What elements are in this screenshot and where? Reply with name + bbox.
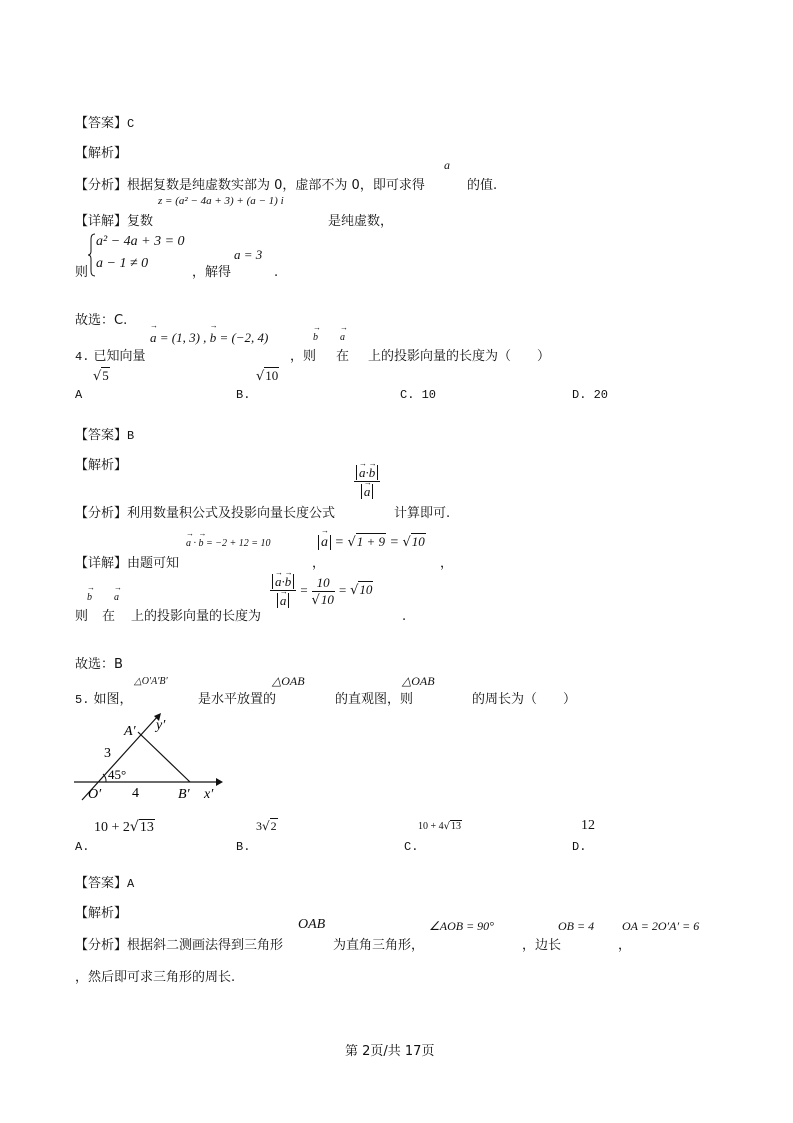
fenxi-tag: 【分析】 xyxy=(75,506,128,521)
q4-stem-mid2: 在 xyxy=(336,349,350,364)
q4-stem-formula: → a = (1, 3) , → b = (−2, 4) xyxy=(150,330,268,346)
q3-jiede-end: . xyxy=(274,265,279,280)
answer-tag: 【答案】 xyxy=(75,876,128,891)
q5-fenxi-line2: ，然后即可求三角形的周长. xyxy=(75,970,236,985)
q3-fenxi-end: 的值. xyxy=(467,178,498,193)
q3-ze-label: 则 xyxy=(75,265,89,280)
q5-option-b-letter: B. xyxy=(236,840,251,854)
q4-line3-a-top: → a xyxy=(114,592,119,603)
xiangjie-text: 复数 xyxy=(127,214,154,229)
answer-tag: 【答案】 xyxy=(75,116,128,131)
q4-fenxi-line xyxy=(75,506,335,522)
label-x-prime: x′ xyxy=(204,787,214,802)
fenxi-text: 根据斜二测画法得到三角形 xyxy=(127,938,284,953)
q3-complex-formula: z = (a² − 4a + 3) + (a − 1) i xyxy=(158,195,284,207)
q4-fenxi-end: 计算即可. xyxy=(394,506,451,521)
q5-stem-mid1: 是水平放置的 xyxy=(198,692,277,707)
answer-value: C xyxy=(127,117,135,131)
q5-option-c-value: 10 + 4√13 xyxy=(418,821,462,832)
q4-option-c: C. 10 xyxy=(400,388,437,402)
q5-stem-line xyxy=(75,692,133,708)
q4-stem-mid1: ，则 xyxy=(290,349,317,364)
q4-option-a-value: √5 xyxy=(93,368,109,384)
q4-line3-b-top: → b xyxy=(87,592,92,603)
xiangjie-text: 由题可知 xyxy=(127,556,180,571)
q5-option-b-value: 3√2 xyxy=(256,819,277,833)
q5-stem-start: 如图， xyxy=(93,692,133,707)
q5-fenxi-mid2: ，边长 xyxy=(522,938,562,953)
q4-stem-end: 上的投影向量的长度为（ ） xyxy=(368,349,551,364)
q4-dot-formula: → a · → b = −2 + 12 = 10 xyxy=(186,538,271,549)
q4-option-a-letter: A xyxy=(75,388,83,402)
q4-stem-b-top: → b xyxy=(313,332,318,343)
q4-comma-2: ， xyxy=(440,556,454,571)
label-b-prime: B′ xyxy=(178,787,190,802)
q5-option-a-value: 10 + 2√13 xyxy=(94,819,154,835)
q4-line3-text: 上的投影向量的长度为 xyxy=(131,609,262,624)
q3-fenxi-line xyxy=(75,178,425,194)
q4-stem-a-top: → a xyxy=(340,332,345,343)
q3-answer-line xyxy=(75,116,134,132)
fenxi-tag: 【分析】 xyxy=(75,938,128,953)
q5-stem-end: 的周长为（ ） xyxy=(472,692,577,707)
q5-option-d-letter: D. xyxy=(572,840,587,854)
x-axis-arrow xyxy=(216,778,223,786)
answer-tag: 【答案】 xyxy=(75,428,128,443)
q3-solution: a = 3 xyxy=(234,247,263,262)
q5-answer-line xyxy=(75,876,134,892)
q5-fenxi-ob: OB = 4 xyxy=(558,919,595,933)
q5-number: 5. xyxy=(75,693,90,707)
q5-stem-mid2: 的直观图，则 xyxy=(335,692,414,707)
label-3: 3 xyxy=(104,746,111,761)
q4-norm-formula: → a = √1 + 9 = √10 xyxy=(318,534,426,551)
label-a-prime: A′ xyxy=(124,724,136,739)
q5-fenxi-comma: ， xyxy=(618,938,632,953)
q5-fenxi-mid: 为直角三角形， xyxy=(333,938,425,953)
answer-value: B xyxy=(127,429,135,443)
q4-guxuan: 故选：B xyxy=(75,657,123,672)
xiangjie-tag: 【详解】 xyxy=(75,556,128,571)
q5-analysis-tag: 【解析】 xyxy=(75,906,128,921)
q3-xiangjie-line xyxy=(75,214,153,230)
q4-line3-end: . xyxy=(402,609,407,624)
side-a-b xyxy=(138,732,190,782)
system-line2: a − 1 ≠ 0 xyxy=(96,256,149,271)
angle-arc xyxy=(103,774,106,782)
label-4: 4 xyxy=(132,786,139,801)
q3-xiangjie-end: 是纯虚数， xyxy=(328,214,394,229)
q5-fenxi-angle: ∠AOB = 90° xyxy=(429,919,494,933)
q3-fenxi-var: a xyxy=(444,158,450,172)
q4-number: 4. xyxy=(75,350,90,364)
q4-answer-line xyxy=(75,428,134,444)
q4-option-b-letter: B. xyxy=(236,388,251,402)
q4-stem-line xyxy=(75,349,146,365)
q4-line3-zai: 在 xyxy=(102,609,116,624)
answer-value: A xyxy=(127,877,135,891)
q5-option-d-value: 12 xyxy=(581,818,595,833)
oblique-triangle-figure xyxy=(70,708,230,804)
q5-fenxi-line xyxy=(75,938,283,954)
q3-jiede-text: ，解得 xyxy=(192,265,232,280)
q4-comma-1: ， xyxy=(312,556,326,571)
page-footer: 第 2页/共 17页 xyxy=(345,1044,435,1059)
projection-formula: → a·→ b → a xyxy=(354,465,380,500)
q5-option-a-letter: A. xyxy=(75,840,90,854)
label-o-prime: O′ xyxy=(88,787,102,802)
q5-tri-small: △O′A′B′ xyxy=(134,676,168,687)
q5-fenxi-oab: OAB xyxy=(298,917,326,932)
q5-tri1: △OAB xyxy=(272,674,305,688)
q4-stem-start: 已知向量 xyxy=(93,349,146,364)
fenxi-tag: 【分析】 xyxy=(75,178,128,193)
q4-projection-result: → a·→ b → a = $\frac{10}{√10}$ = √10 xyxy=(270,574,373,609)
q4-line3-ze: 则 xyxy=(75,609,89,624)
q4-xiangjie-line xyxy=(75,556,179,572)
system-brace xyxy=(88,233,94,277)
xiangjie-tag: 【详解】 xyxy=(75,214,128,229)
q4-analysis-tag: 【解析】 xyxy=(75,458,128,473)
label-45: 45° xyxy=(108,767,127,782)
q5-tri2: △OAB xyxy=(402,674,435,688)
q4-option-b-value: √10 xyxy=(256,368,279,384)
q5-fenxi-oa: OA = 2O′A′ = 6 xyxy=(622,919,700,933)
fenxi-text: 利用数量积公式及投影向量长度公式 xyxy=(127,506,336,521)
q3-guxuan: 故选：C. xyxy=(75,313,128,328)
system-line1: a² − 4a + 3 = 0 xyxy=(96,234,185,249)
q5-option-c-letter: C. xyxy=(404,840,419,854)
q4-option-d: D. 20 xyxy=(572,388,609,402)
fenxi-text: 根据复数是纯虚数实部为 0，虚部不为 0，即可求得 xyxy=(127,178,425,193)
q3-analysis-tag: 【解析】 xyxy=(75,146,128,161)
label-y-prime: y′ xyxy=(156,718,166,733)
